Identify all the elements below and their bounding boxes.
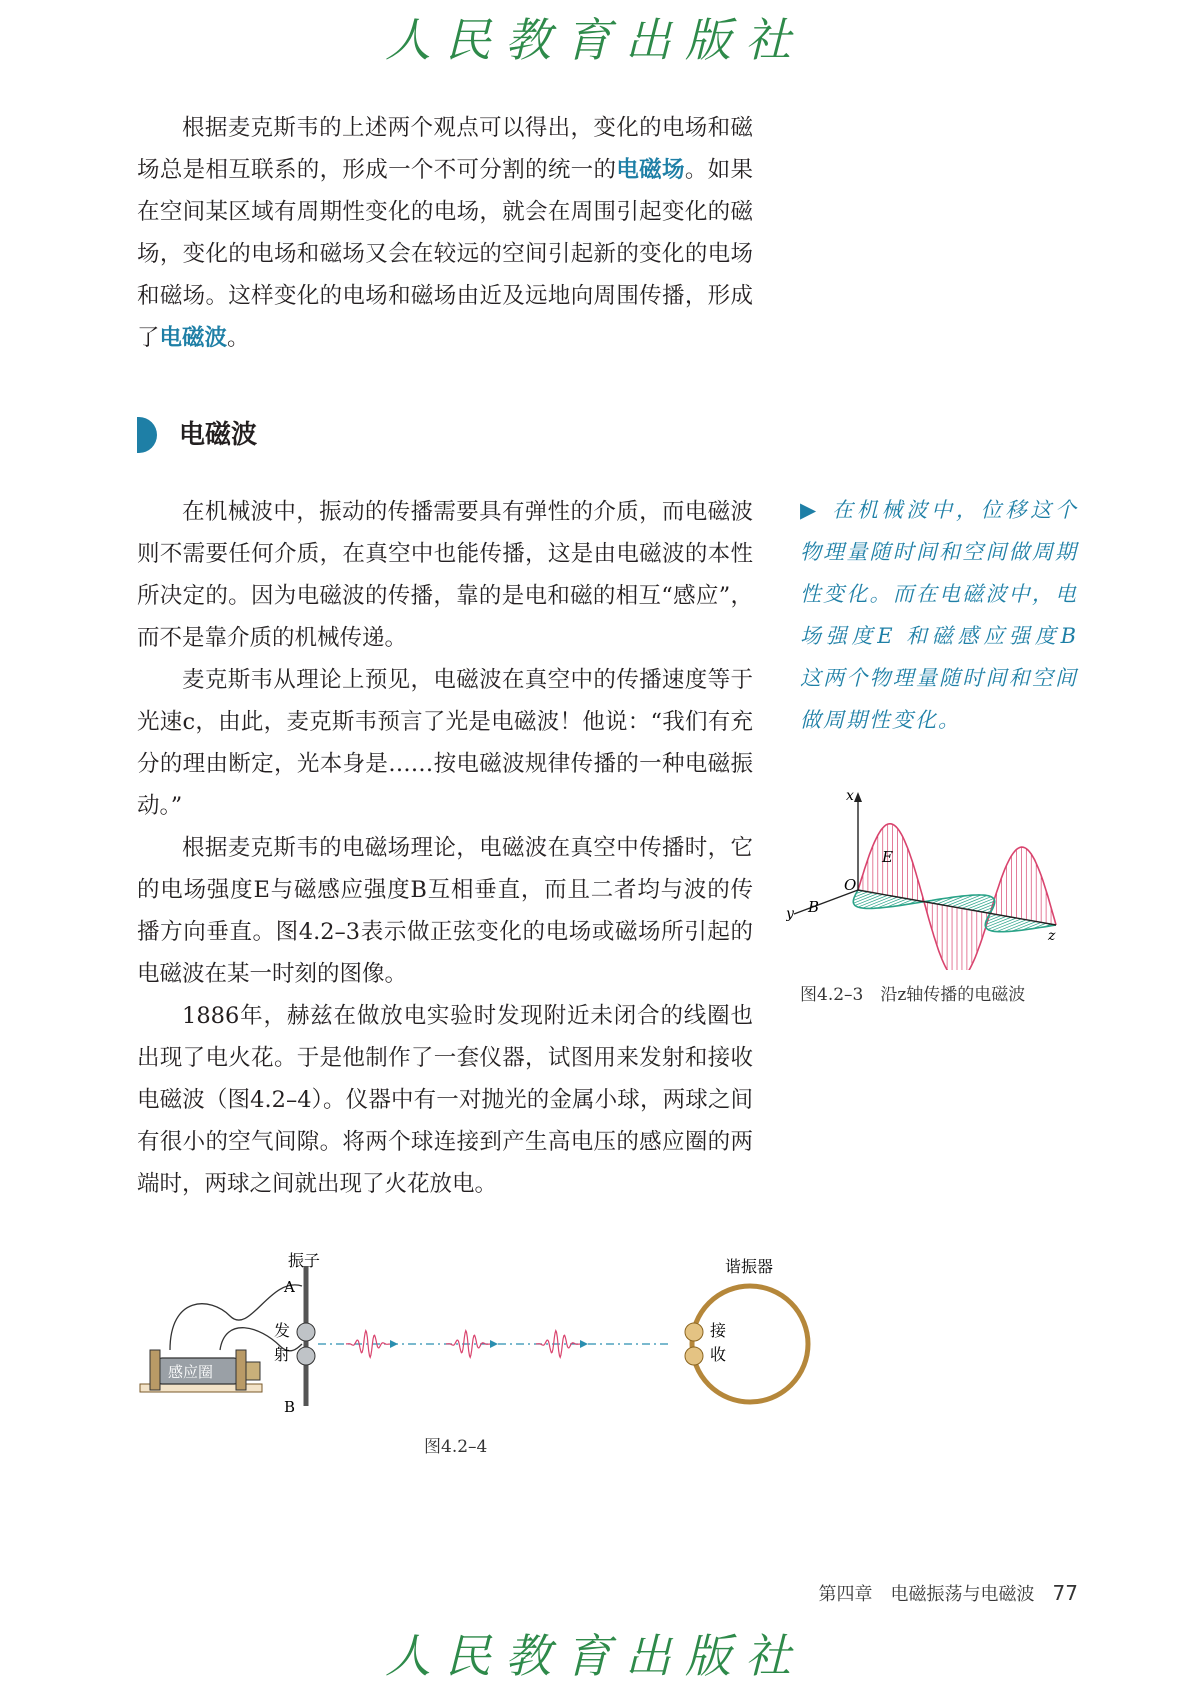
- intro-text-2: 。如果在空间某区域有周期性变化的电场，就会在周围引起变化的磁场，变化的电场和磁场又会在较远的空间引起新的变化的电场和磁场。这样变化的电场和磁场由近及远地向周围传播，形成了: [137, 157, 753, 351]
- magnetic-field-wave: [853, 890, 1056, 932]
- arrow-right-icon: [580, 1340, 588, 1348]
- emit-label-1: 发: [274, 1321, 291, 1340]
- arrow-right-icon: [390, 1340, 398, 1348]
- receiver-ball-bottom: [685, 1347, 703, 1365]
- b-label: B: [808, 898, 820, 916]
- section-heading: [137, 415, 437, 455]
- chapter-title: 第四章 电磁振荡与电磁波: [818, 1584, 1035, 1605]
- receive-label-1: 接: [710, 1321, 727, 1340]
- b-field-vector: [986, 917, 1012, 927]
- b-field-vector: [988, 918, 1017, 929]
- oscillator-label: 振子: [288, 1251, 321, 1270]
- origin-label: O: [844, 876, 857, 894]
- coil-end-right: [236, 1350, 246, 1390]
- resonator-ring: [692, 1286, 808, 1402]
- emit-label-2: 射: [274, 1345, 291, 1364]
- wire-upper: [170, 1285, 302, 1350]
- side-note-text: 在机械波中，位移这个物理量随时间和空间做周期性变化。而在电磁波中，电场强度E 和磁感应强度B 这两个物理量随时间和空间做周期性变化。: [800, 498, 1078, 732]
- e-label: E: [882, 848, 893, 866]
- coil-switch: [246, 1362, 260, 1380]
- y-label: y: [786, 906, 794, 922]
- x-axis-arrow-icon: [854, 792, 862, 802]
- term-em-field: 电磁场: [616, 157, 685, 183]
- em-wave-diagram: [786, 790, 1076, 970]
- side-note: [800, 489, 1078, 741]
- publisher-watermark-top: 人民教育出版社: [385, 13, 805, 67]
- resonator-label: 谐振器: [725, 1257, 774, 1276]
- coil-label: 感应圈: [168, 1363, 214, 1381]
- body-paragraph-4: 1886年，赫兹在做放电实验时发现附近未闭合的线圈也出现了电火花。于是他制作了一套仪器，试图用来发射和接收电磁波（图4.2–4）。仪器中有一对抛光的金属小球，两球之间有很小的空气间隙。将两个球连接到产生高电压的感应圈的两端时，两球之间就出现了火花放电。: [137, 1003, 753, 1197]
- point-a-label: A: [284, 1278, 295, 1296]
- publisher-watermark-bottom: 人民教育出版社: [385, 1629, 805, 1683]
- page-number: 77: [1052, 1581, 1078, 1605]
- body-paragraph-2: 麦克斯韦从理论上预见，电磁波在真空中的传播速度等于光速c，由此，麦克斯韦预言了光是电磁波！他说：“我们有充分的理由断定，光本身是……按电磁波规律传播的一种电磁振动。”: [137, 667, 753, 819]
- b-field-vector: [967, 899, 994, 910]
- x-label: x: [846, 790, 854, 804]
- receiver-ball-top: [685, 1323, 703, 1341]
- term-em-wave: 电磁波: [159, 325, 228, 351]
- intro-paragraph: [137, 107, 753, 359]
- section-title: 电磁波: [179, 420, 258, 450]
- main-body: [137, 491, 753, 1205]
- arrow-right-icon: [490, 1340, 498, 1348]
- triangle-marker-icon: ▶: [800, 498, 820, 522]
- spark-ball-bottom: [297, 1347, 315, 1365]
- spark-ball-top: [297, 1323, 315, 1341]
- receive-label-2: 收: [710, 1345, 727, 1364]
- body-paragraph-1: 在机械波中，振动的传播需要具有弹性的介质，而电磁波则不需要任何介质，在真空中也能传播，这是由电磁波的本性所决定的。因为电磁波的传播，靠的是电和磁的相互“感应”，而不是靠介质的机械传递。: [137, 499, 753, 651]
- wave-pulse: [346, 1331, 390, 1358]
- coil-end-left: [150, 1350, 160, 1390]
- b-field-vector: [855, 894, 883, 905]
- hertz-apparatus-diagram: [130, 1236, 850, 1416]
- intro-text-1: 根据麦克斯韦的上述两个观点可以得出，变化的电场和磁场总是相互联系的，形成一个不可分割的统一的: [137, 115, 753, 183]
- b-field-vector: [854, 894, 878, 904]
- b-field-vector: [962, 897, 991, 909]
- section-marker-icon: [137, 417, 157, 453]
- page-footer: [819, 1580, 1078, 1606]
- point-b-label: B: [284, 1398, 296, 1416]
- z-label: z: [1048, 928, 1056, 944]
- body-paragraph-3: 根据麦克斯韦的电磁场理论，电磁波在真空中传播时，它的电场强度E与磁感应强度B互相垂直，而且二者均与波的传播方向垂直。图4.2–3表示做正弦变化的电场或磁场所引起的电磁波在某一时刻的图像。: [137, 835, 753, 987]
- intro-text-3: 。: [227, 325, 250, 351]
- figure-4-2-4-caption: 图4.2–4: [424, 1437, 488, 1457]
- figure-4-2-3-caption: 图4.2–3 沿z轴传播的电磁波: [800, 985, 1026, 1005]
